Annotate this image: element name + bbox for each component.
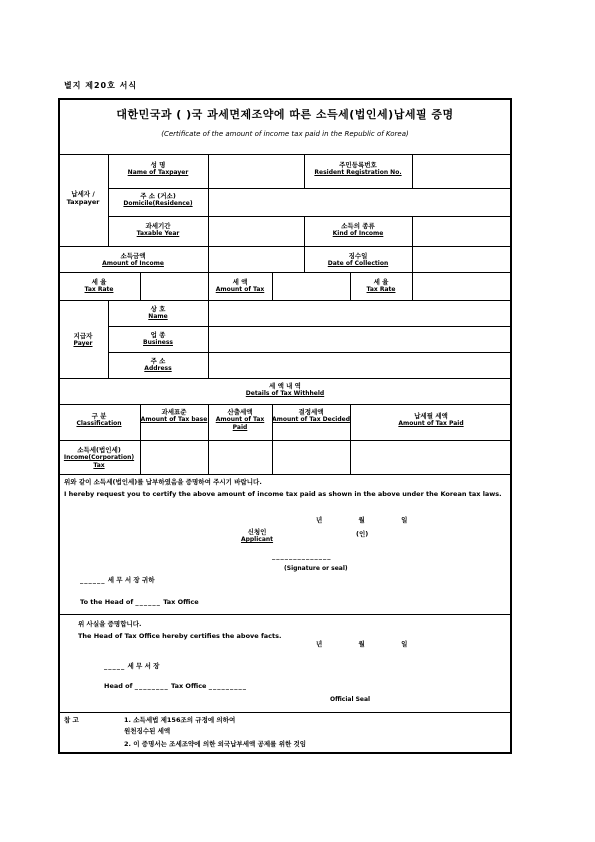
payer-section-label: 지급자 Payer bbox=[73, 332, 93, 347]
signature-caption: (Signature or seal) bbox=[284, 565, 348, 572]
note-2: 원천징수된 세액 bbox=[124, 727, 171, 735]
resident-no-label: 주민등록번호 Resident Registration No. bbox=[314, 161, 402, 176]
seal-mark: (인) bbox=[356, 530, 369, 538]
divider bbox=[208, 246, 209, 272]
form-number: 별지 제20호 서식 bbox=[64, 81, 138, 90]
payer-name-label: 상 호 Name bbox=[148, 305, 168, 320]
income-amount-label: 소득금액 Amount of Income bbox=[102, 252, 164, 267]
to-head-line: To the Head of ______ Tax Office bbox=[80, 598, 199, 606]
divider bbox=[58, 272, 512, 273]
tax-amount-label: 세 액 Amount of Tax bbox=[215, 278, 265, 293]
applicant-label: 신청인 Applicant bbox=[240, 528, 274, 543]
divider bbox=[58, 404, 512, 405]
divider bbox=[58, 246, 512, 247]
note-3: 2. 이 증명서는 조세조약에 의한 외국납부세액 공제를 위한 것임 bbox=[124, 740, 307, 748]
certify-date: 년 월 일 bbox=[316, 640, 408, 648]
divider bbox=[108, 326, 512, 327]
divider bbox=[412, 246, 413, 272]
divider bbox=[108, 352, 512, 353]
form-title: 대한민국과 ( )국 과세면제조약에 따른 소득세(법인세)납세필 증명 bbox=[116, 108, 454, 121]
declaration-ko: 위와 같이 소득세(법인세)를 납부하였음을 증명하여 주시기 바랍니다. bbox=[64, 478, 262, 486]
note-1: 1. 소득세법 제156조의 규정에 의하여 bbox=[124, 716, 236, 724]
divider bbox=[412, 154, 413, 188]
divider bbox=[208, 154, 209, 246]
divider bbox=[58, 440, 512, 441]
details-row-label: 소득세(법인세) Income(Corporation) Tax bbox=[63, 446, 135, 469]
collection-date-label: 징수일 Date of Collection bbox=[327, 252, 389, 267]
details-header: 세 액 내 역 Details of Tax Withheld bbox=[245, 382, 325, 397]
certify-en: The Head of Tax Office hereby certifies the above facts. bbox=[78, 632, 282, 640]
divider bbox=[208, 300, 209, 378]
divider bbox=[108, 188, 512, 189]
payer-business-label: 업 종 Business bbox=[143, 331, 173, 346]
details-col-classification: 구 분 Classification bbox=[76, 412, 122, 427]
divider bbox=[412, 272, 413, 300]
taxpayer-section-label: 납세자 / Taxpayer bbox=[66, 190, 100, 206]
divider bbox=[58, 378, 512, 379]
form-subtitle: (Certificate of the amount of income tax paid in the Republic of Korea) bbox=[161, 130, 409, 138]
divider bbox=[140, 272, 141, 300]
notes-label: 참 고 bbox=[64, 716, 79, 724]
details-col-computed-tax: 산출세액 Amount of Tax Paid bbox=[215, 408, 265, 431]
income-kind-label: 소득의 종류 Kind of Income bbox=[332, 222, 384, 237]
tax-rate-label-2: 세 율 Tax Rate bbox=[366, 278, 396, 293]
name-label: 성 명 Name of Taxpayer bbox=[127, 161, 189, 176]
divider bbox=[58, 712, 512, 713]
divider bbox=[58, 154, 512, 155]
tax-office-line: ______ 세 무 서 장 귀하 bbox=[80, 576, 155, 584]
divider bbox=[58, 614, 512, 615]
taxable-period-label: 과세기간 Taxable Year bbox=[136, 222, 180, 237]
details-col-tax-base: 과세표준 Amount of Tax base bbox=[140, 408, 208, 423]
declaration-en: I hereby request you to certify the above amount of income tax paid as shown in the above under the Korean tax laws. bbox=[64, 490, 502, 498]
divider bbox=[58, 300, 512, 301]
details-col-decided-tax: 결정세액 Amount of Tax Decided bbox=[272, 408, 350, 423]
payer-address-label: 주 소 Address bbox=[144, 357, 172, 372]
signature-line: ______________ bbox=[272, 552, 332, 560]
office-head-line: _____ 세 무 서 장 bbox=[104, 662, 160, 670]
address-label: 주 소 (거소) Domicile(Residence) bbox=[123, 192, 193, 207]
divider bbox=[58, 474, 512, 475]
certify-ko: 위 사실을 증명합니다. bbox=[78, 620, 142, 628]
details-col-tax-paid: 납세필 세액 Amount of Tax Paid bbox=[398, 412, 464, 427]
tax-rate-label: 세 율 Tax Rate bbox=[84, 278, 114, 293]
head-of-line: Head of ________ Tax Office _________ bbox=[104, 682, 247, 690]
divider bbox=[108, 216, 512, 217]
divider bbox=[412, 216, 413, 246]
divider bbox=[272, 272, 273, 300]
request-date: 년 월 일 bbox=[316, 516, 408, 524]
official-seal-caption: Official Seal bbox=[330, 696, 371, 703]
